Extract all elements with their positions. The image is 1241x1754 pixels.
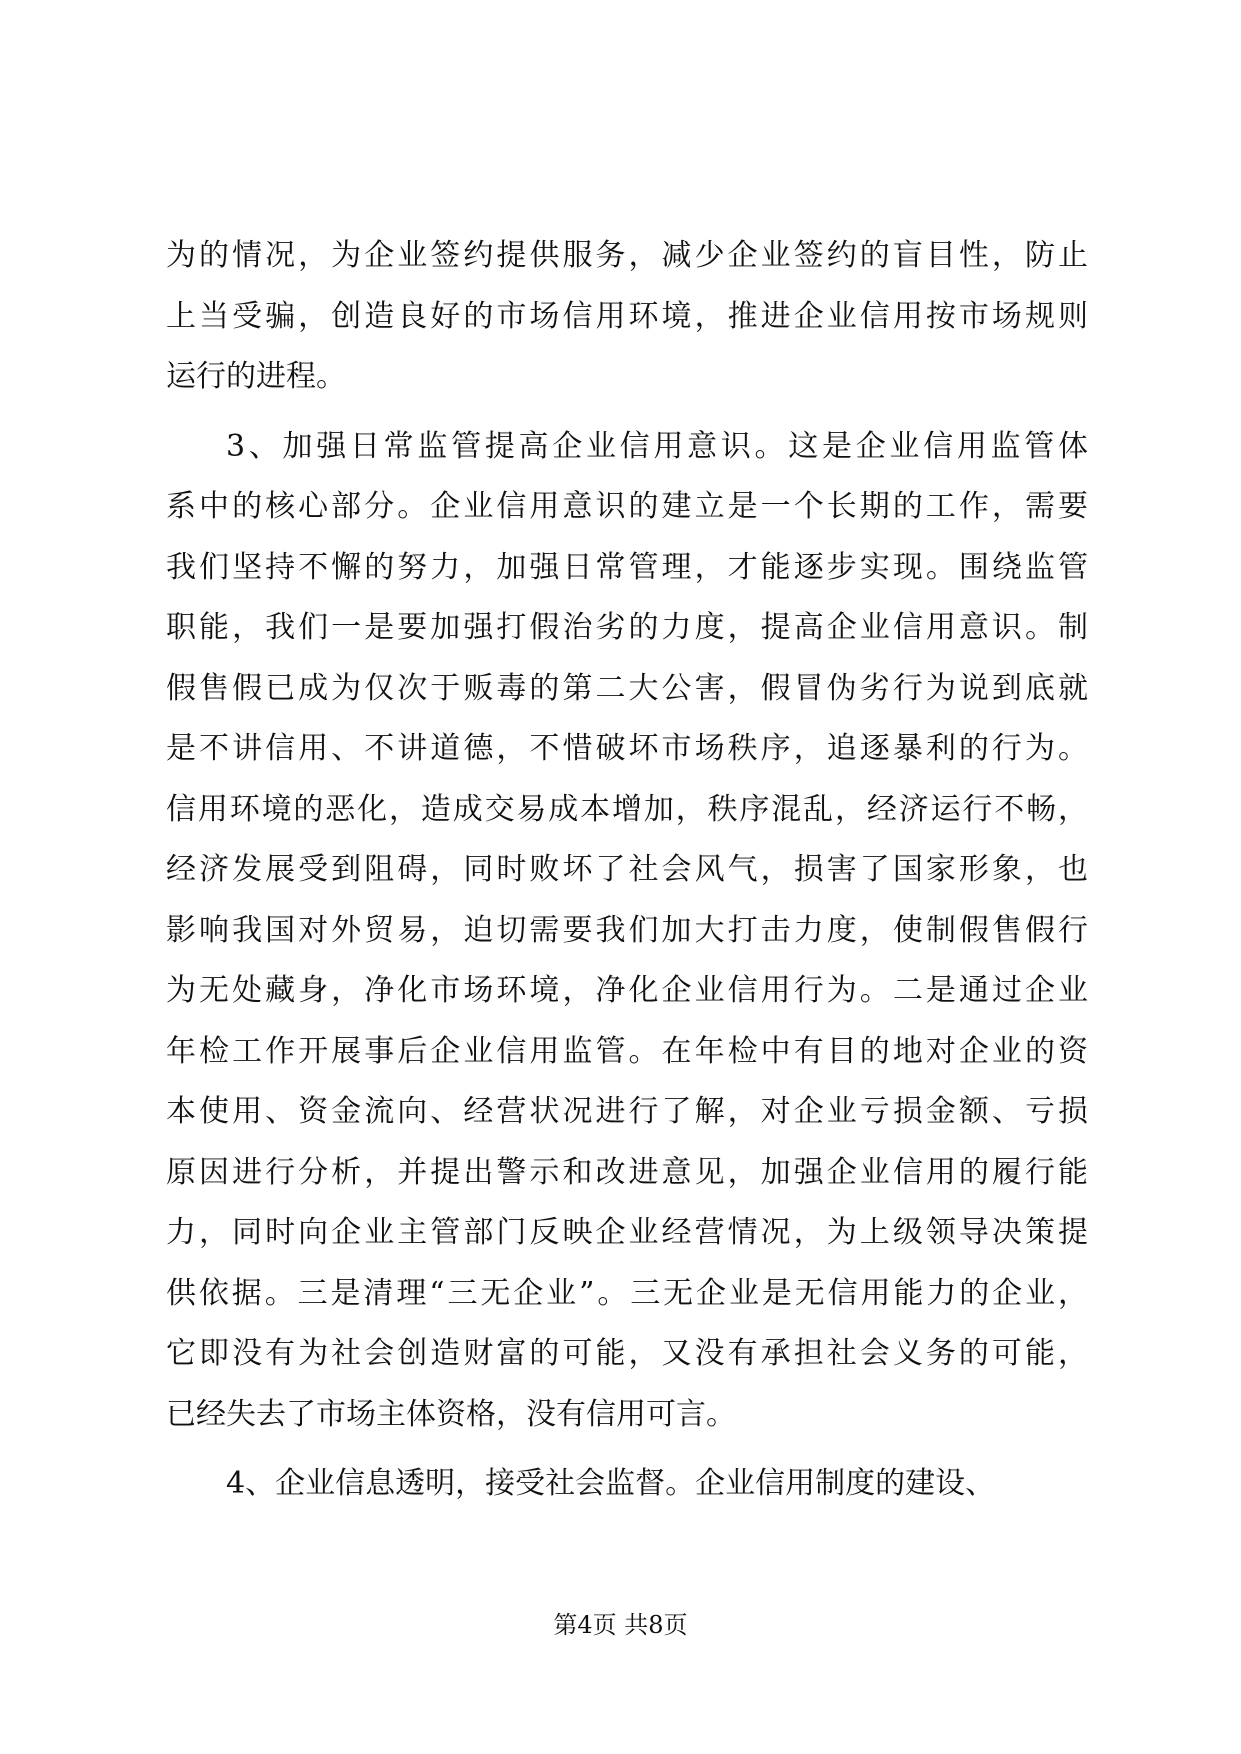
text-line: 原因进行分析，并提出警示和改进意见，加强企业信用的履行能 [166,1154,1088,1190]
text-line: 职能，我们一是要加强打假治劣的力度，提高企业信用意识。制 [166,610,1088,645]
text-line: 它即没有为社会创造财富的可能，又没有承担社会义务的可能， [166,1336,1088,1371]
body-text [166,226,1088,1515]
text-line: 运行的进程。 [166,359,346,394]
text-line: 本使用、资金流向、经营状况进行了解，对企业亏损金额、亏损 [166,1094,1088,1129]
text-line: 经济发展受到阻碍，同时败坏了社会风气，损害了国家形象，也 [166,852,1088,887]
text-line: 信用环境的恶化，造成交易成本增加，秩序混乱，经济运行不畅， [166,791,1088,827]
text-line: 我们坚持不懈的努力，加强日常管理，才能逐步实现。围绕监管 [166,549,1088,585]
text-line: 是不讲信用、不讲道德，不惜破坏市场秩序，追逐暴利的行为。 [166,731,1088,766]
text-line: 供依据。三是清理“三无企业”。三无企业是无信用能力的企业， [166,1275,1088,1311]
text-line: 年检工作开展事后企业信用监管。在年检中有目的地对企业的资 [166,1033,1088,1069]
text-line: 3、加强日常监管提高企业信用意识。这是企业信用监管体 [226,428,1088,464]
text-line: 假售假已成为仅次于贩毒的第二大公害，假冒伪劣行为说到底就 [166,670,1088,706]
text-line: 为无处藏身，净化市场环境，净化企业信用行为。二是通过企业 [166,973,1088,1008]
text-line: 4、企业信息透明，接受社会监督。企业信用制度的建设、 [226,1466,996,1501]
text-line: 影响我国对外贸易，迫切需要我们加大打击力度，使制假售假行 [166,912,1088,948]
text-line: 上当受骗，创造良好的市场信用环境，推进企业信用按市场规则 [166,298,1088,334]
text-line: 力，同时向企业主管部门反映企业经营情况，为上级领导决策提 [166,1215,1088,1250]
text-line: 已经失去了市场主体资格，没有信用可言。 [166,1396,736,1432]
text-line: 为的情况，为企业签约提供服务，减少企业签约的盲目性，防止 [166,238,1088,273]
page-number-footer: 第4页 共8页 [553,1611,688,1639]
text-line: 系中的核心部分。企业信用意识的建立是一个长期的工作，需要 [166,489,1088,524]
